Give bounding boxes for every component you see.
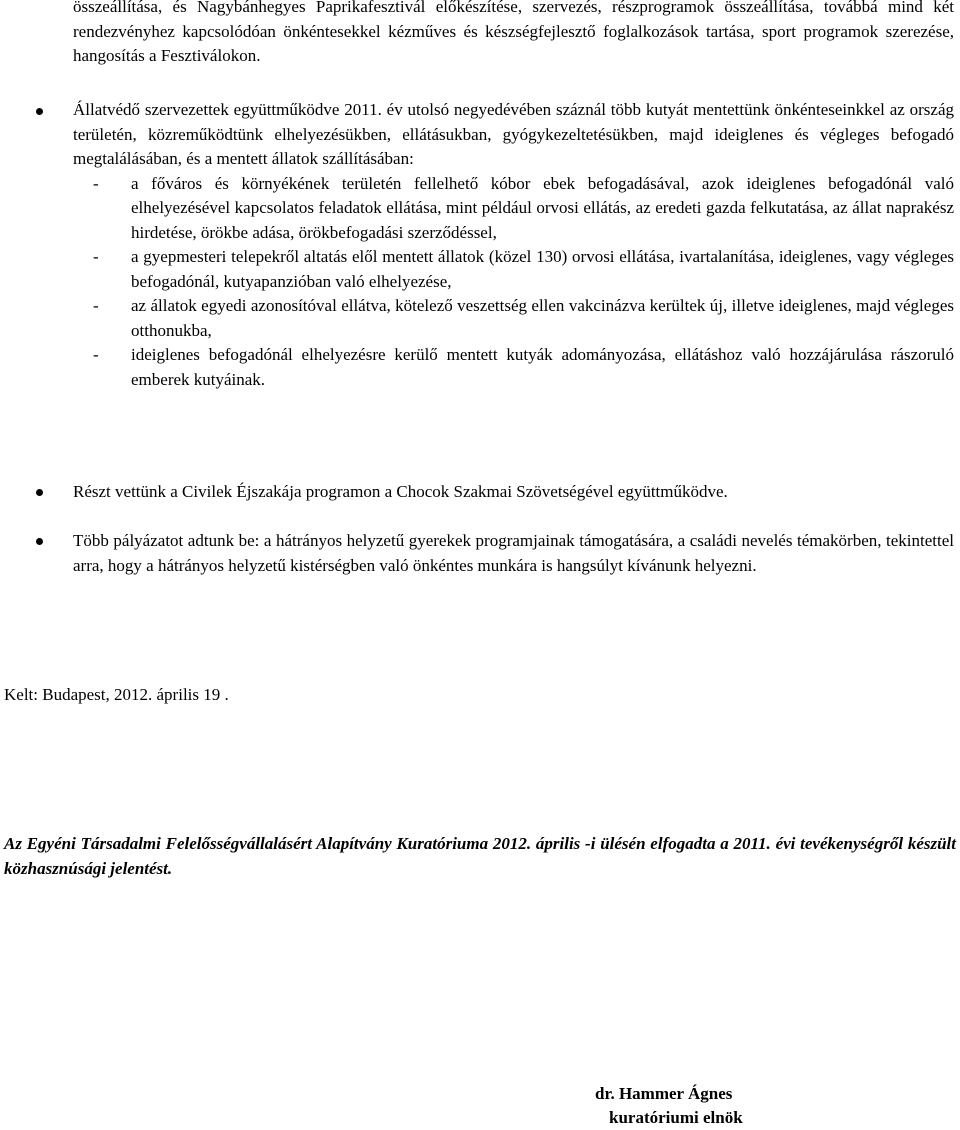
list-item <box>0 172 954 246</box>
dash-marker: - <box>93 247 99 266</box>
list-item-text: az állatok egyedi azonosítóval ellátva, kötelező veszettség ellen vakcinázva kerültek új, illetve ideiglenes, majd végleges otthonukba, <box>131 296 954 340</box>
bullet-icon <box>36 108 43 115</box>
list-item-text: ideiglenes befogadónál elhelyezésre kerülő mentett kutyák adományozása, ellátáshoz való hozzájárulása rászoruló emberek kutyáinak. <box>131 345 954 389</box>
animal-rescue-intro: Állatvédő szervezettek együttműködve 2011. év utolsó negyedévében száznál több kutyát mentettünk önkénteseinkkel az ország területén, közreműködtünk elhelyezésükben, ellátásukban, gyógykezeltetésükben, majd ideiglenes és végleges befogadó megtalálásában, és a mentett állatok szállításában: <box>73 100 954 168</box>
civil-night-bullet: Részt vettünk a Civilek Éjszakája programon a Chocok Szakmai Szövetségével együttműködve. <box>73 482 728 501</box>
list-item-text: a gyepmesteri telepekről altatás elől mentett állatok (közel 130) orvosi ellátása, ivartalanítása, ideiglenes, vagy végleges befogadónál, kutyapanzióban való elhelyezése, <box>131 247 954 291</box>
animal-rescue-bullet <box>73 98 954 392</box>
dash-marker: - <box>93 296 99 315</box>
continuation-paragraph: összeállítása, és Nagybánhegyes Paprikafesztivál előkészítése, szervezés, részprogramok összeállítása, továbbá mind két rendezvényhez kapcsolódóan önkéntesekkel kézműves és készségfejlesztő foglalkozások tartása, sport programok szerezése, hangosítás a Fesztiválokon. <box>73 0 954 65</box>
list-item-text: a főváros és környékének területén fellelhető kóbor ebek befogadásával, azok ideiglenes befogadónál való elhelyezésével kapcsolatos feladatok ellátása, mint például orvosi ellátás, az eredeti gazda felkutatása, az állat naprakész hirdetése, örökbe adása, örökbefogadási szerződéssel, <box>131 173 954 242</box>
dash-marker: - <box>93 345 99 364</box>
date-line: Kelt: Budapest, 2012. április 19 . <box>4 685 229 704</box>
signatory-title: kuratóriumi elnök <box>609 1108 743 1127</box>
dash-marker: - <box>93 173 99 193</box>
approval-note: Az Egyéni Társadalmi Felelősségvállalásért Alapítvány Kuratóriuma 2012. április -i ülésén elfogadta a 2011. évi tevékenységről készült közhasznúsági jelentést. <box>4 834 956 878</box>
grant-applications-bullet: Több pályázatot adtunk be: a hátrányos helyzetű gyerekek programjainak támogatására, a családi nevelés témakörben, tekintettel arra, hogy a hátrányos helyzetű kistérségben való önkéntes munkára is hangsúlyt kívánunk helyezni. <box>73 531 954 575</box>
signatory-name: dr. Hammer Ágnes <box>595 1084 733 1103</box>
list-item <box>0 294 954 343</box>
list-item <box>0 245 954 294</box>
list-item <box>0 343 954 392</box>
bullet-icon <box>36 538 43 545</box>
bullet-icon <box>36 489 43 496</box>
signature-block <box>595 1082 743 1130</box>
